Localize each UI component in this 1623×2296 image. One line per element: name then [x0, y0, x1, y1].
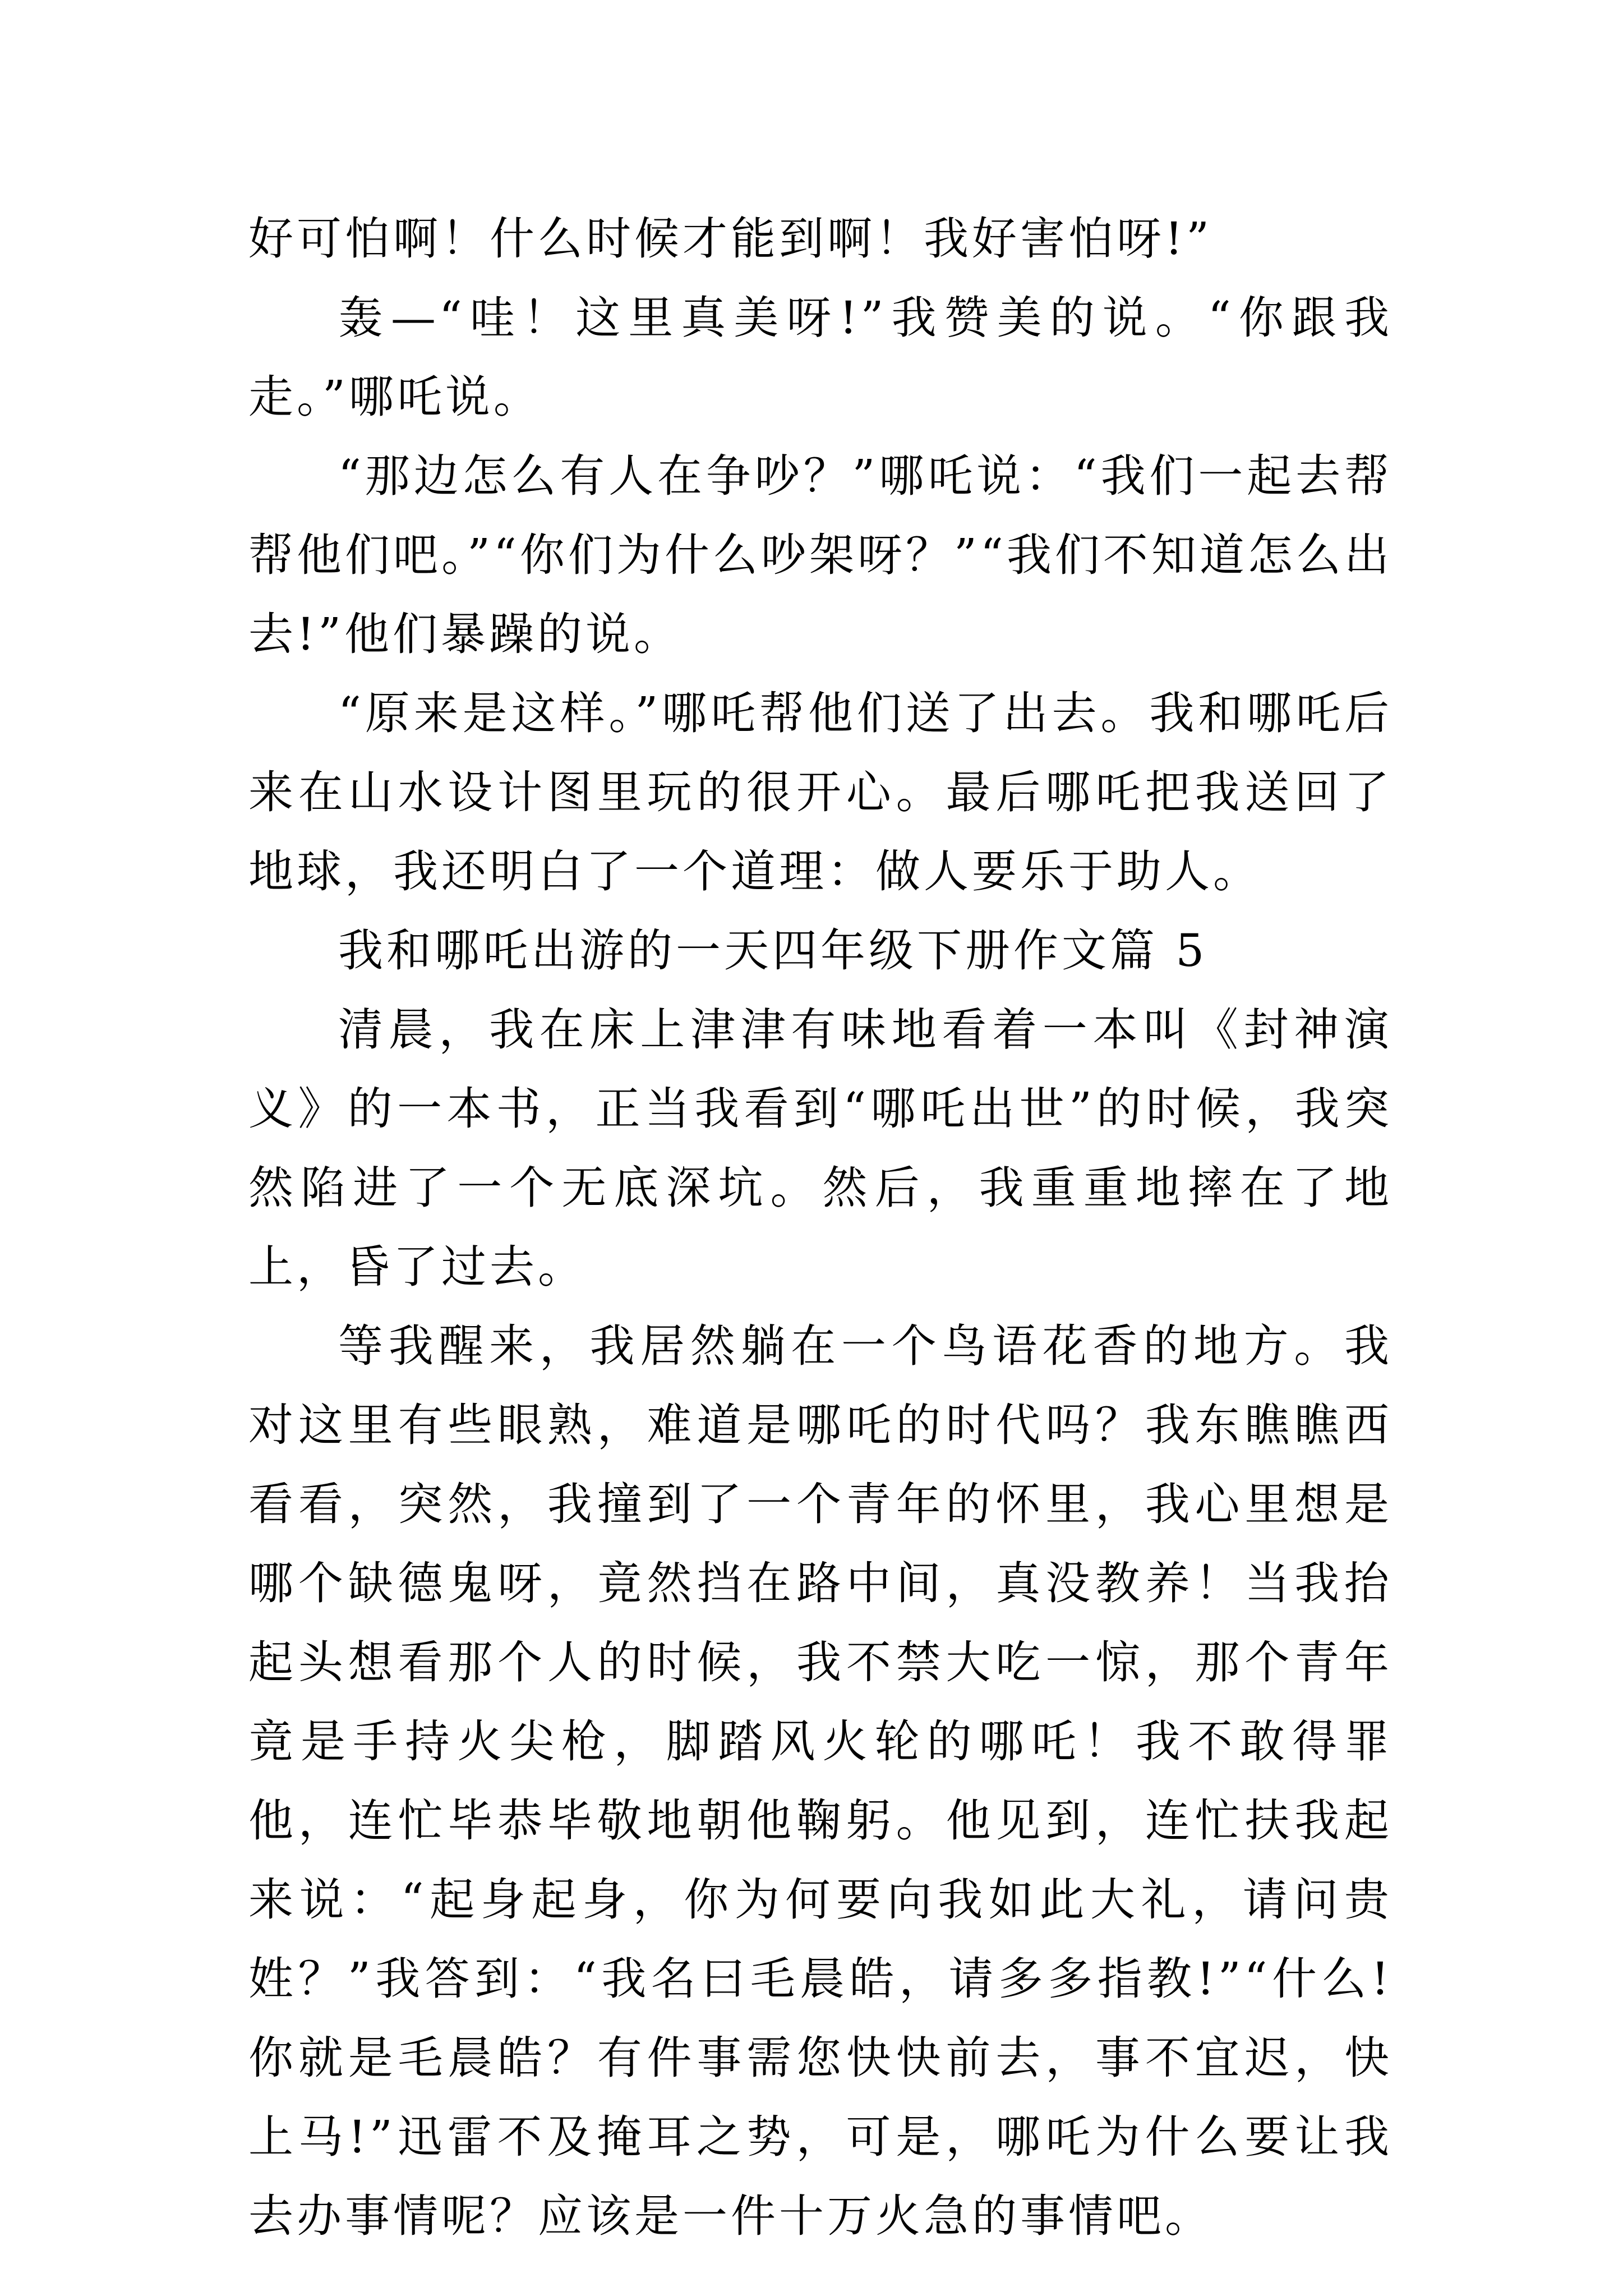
paragraph: 轰—“哇！这里真美呀!”我赞美的说。“你跟我走。”哪吒说。	[248, 292, 1393, 423]
section-heading: 我和哪吒出游的一天四年级下册作文篇 5	[338, 924, 1208, 977]
paragraph: “原来是这样。”哪吒帮他们送了出去。我和哪吒后来在山水设计图里玩的很开心。最后哪吒把我送回了地球，我还明白了一个道理：做人要乐于助人。	[248, 687, 1393, 898]
paragraph-continuation: 好可怕啊！什么时候才能到啊！我好害怕呀!”	[248, 213, 1213, 265]
paragraph: 等我醒来，我居然躺在一个鸟语花香的地方。我对这里有些眼熟，难道是哪吒的时代吗？我东瞧瞧西看看，突然，我撞到了一个青年的怀里，我心里想是哪个缺德鬼呀，竟然挡在路中间，真没教养！当我抬起头想看那个人的时候，我不禁大吃一惊，那个青年竟是手持火尖枪，脚踏风火轮的哪吒！我不敢得罪他，连忙毕恭毕敬地朝他鞠躬。他见到，连忙扶我起来说：“起身起身，你为何要向我如此大礼，请问贵姓？”我答到：“我名曰毛晨皓，请多多指教!”“什么!你就是毛晨皓？有件事需您快快前去，事不宜迟，快上马!”迅雷不及掩耳之势，可是，哪吒为什么要让我去办事情呢？应该是一件十万火急的事情吧。	[248, 1320, 1393, 2242]
article-body	[248, 199, 1393, 2256]
paragraph: 清晨，我在床上津津有味地看着一本叫《封神演义》的一本书，正当我看到“哪吒出世”的时候，我突然陷进了一个无底深坑。然后，我重重地摔在了地上，昏了过去。	[248, 1004, 1393, 1293]
paragraph: “那边怎么有人在争吵？”哪吒说：“我们一起去帮帮他们吧。”“你们为什么吵架呀？”“我们不知道怎么出去!”他们暴躁的说。	[248, 450, 1393, 660]
